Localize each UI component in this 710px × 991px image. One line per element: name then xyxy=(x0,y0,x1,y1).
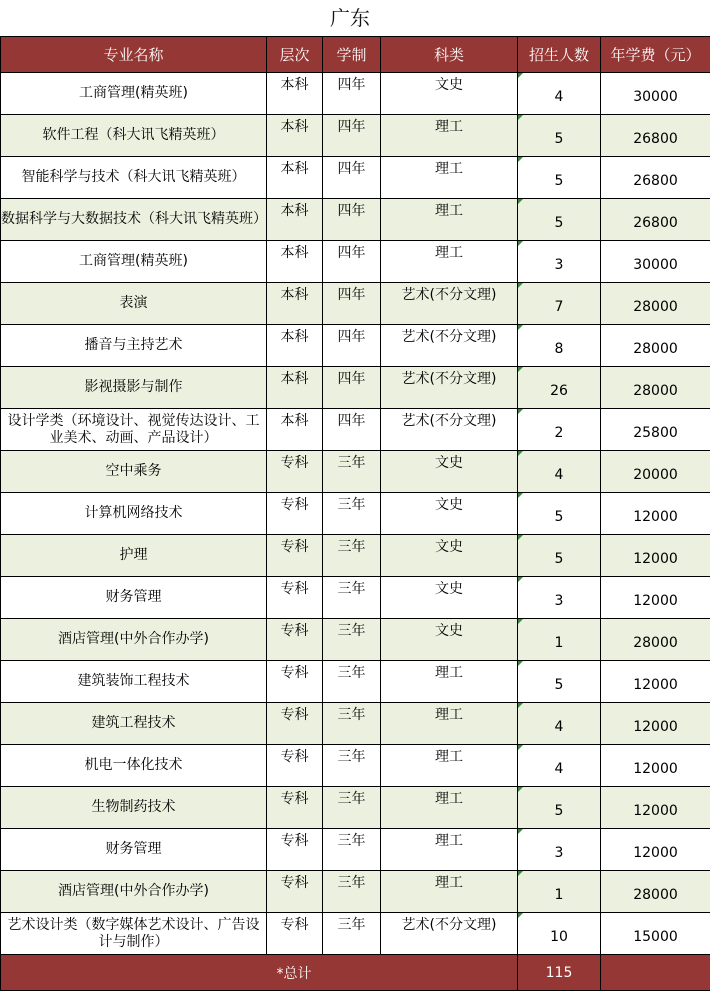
cell-category: 文史 xyxy=(381,577,518,619)
cell-level: 专科 xyxy=(267,619,323,661)
cell-level: 本科 xyxy=(267,199,323,241)
table-row xyxy=(1,535,710,577)
table-row xyxy=(1,787,710,829)
cell-years: 三年 xyxy=(323,745,381,787)
cell-category: 理工 xyxy=(381,157,518,199)
cell-major: 酒店管理(中外合作办学) xyxy=(1,871,267,913)
table-row xyxy=(1,115,710,157)
cell-quota: 4 xyxy=(518,745,601,787)
cell-years: 三年 xyxy=(323,451,381,493)
table-row xyxy=(1,493,710,535)
cell-quota: 26 xyxy=(518,367,601,409)
cell-major: 机电一体化技术 xyxy=(1,745,267,787)
table-row xyxy=(1,73,710,115)
cell-quota: 2 xyxy=(518,409,601,451)
cell-fee: 26800 xyxy=(601,199,710,241)
cell-quota: 4 xyxy=(518,73,601,115)
cell-years: 四年 xyxy=(323,241,381,283)
cell-fee: 25800 xyxy=(601,409,710,451)
cell-major: 计算机网络技术 xyxy=(1,493,267,535)
cell-quota: 5 xyxy=(518,115,601,157)
cell-quota: 5 xyxy=(518,787,601,829)
table-row xyxy=(1,661,710,703)
table-row xyxy=(1,451,710,493)
cell-fee: 12000 xyxy=(601,577,710,619)
table-row xyxy=(1,745,710,787)
cell-level: 本科 xyxy=(267,157,323,199)
cell-years: 三年 xyxy=(323,829,381,871)
cell-years: 三年 xyxy=(323,703,381,745)
cell-fee: 28000 xyxy=(601,619,710,661)
cell-years: 三年 xyxy=(323,913,381,955)
cell-level: 本科 xyxy=(267,241,323,283)
table-row xyxy=(1,157,710,199)
cell-years: 三年 xyxy=(323,535,381,577)
cell-category: 理工 xyxy=(381,241,518,283)
cell-level: 本科 xyxy=(267,325,323,367)
cell-category: 理工 xyxy=(381,199,518,241)
cell-years: 四年 xyxy=(323,115,381,157)
cell-fee: 30000 xyxy=(601,73,710,115)
cell-category: 理工 xyxy=(381,871,518,913)
cell-category: 理工 xyxy=(381,661,518,703)
cell-major: 设计学类（环境设计、视觉传达设计、工业美术、动画、产品设计） xyxy=(1,409,267,451)
cell-years: 三年 xyxy=(323,787,381,829)
cell-years: 三年 xyxy=(323,619,381,661)
cell-fee: 28000 xyxy=(601,283,710,325)
cell-category: 艺术(不分文理) xyxy=(381,409,518,451)
cell-fee: 28000 xyxy=(601,871,710,913)
table-row xyxy=(1,325,710,367)
table-row xyxy=(1,199,710,241)
cell-level: 专科 xyxy=(267,829,323,871)
cell-category: 艺术(不分文理) xyxy=(381,283,518,325)
cell-quota: 8 xyxy=(518,325,601,367)
cell-quota: 4 xyxy=(518,451,601,493)
header-category: 科类 xyxy=(381,37,518,73)
cell-years: 三年 xyxy=(323,577,381,619)
cell-years: 四年 xyxy=(323,325,381,367)
cell-years: 四年 xyxy=(323,367,381,409)
table-row xyxy=(1,913,710,955)
cell-quota: 3 xyxy=(518,577,601,619)
cell-category: 艺术(不分文理) xyxy=(381,913,518,955)
cell-category: 艺术(不分文理) xyxy=(381,367,518,409)
table-row xyxy=(1,871,710,913)
cell-level: 本科 xyxy=(267,283,323,325)
cell-level: 专科 xyxy=(267,577,323,619)
cell-major: 播音与主持艺术 xyxy=(1,325,267,367)
cell-fee: 12000 xyxy=(601,745,710,787)
cell-fee: 12000 xyxy=(601,829,710,871)
table-row xyxy=(1,703,710,745)
cell-quota: 7 xyxy=(518,283,601,325)
cell-quota: 10 xyxy=(518,913,601,955)
table-row xyxy=(1,283,710,325)
cell-major: 建筑工程技术 xyxy=(1,703,267,745)
cell-years: 四年 xyxy=(323,157,381,199)
cell-major: 影视摄影与制作 xyxy=(1,367,267,409)
cell-years: 四年 xyxy=(323,409,381,451)
cell-level: 专科 xyxy=(267,535,323,577)
cell-quota: 5 xyxy=(518,535,601,577)
cell-level: 专科 xyxy=(267,745,323,787)
cell-years: 三年 xyxy=(323,871,381,913)
cell-quota: 4 xyxy=(518,703,601,745)
table-row xyxy=(1,829,710,871)
cell-level: 本科 xyxy=(267,73,323,115)
cell-years: 四年 xyxy=(323,73,381,115)
cell-fee: 26800 xyxy=(601,157,710,199)
cell-major: 财务管理 xyxy=(1,577,267,619)
table-row xyxy=(1,577,710,619)
header-level: 层次 xyxy=(267,37,323,73)
header-years: 学制 xyxy=(323,37,381,73)
total-quota: 115 xyxy=(518,955,601,991)
table-row xyxy=(1,367,710,409)
cell-major: 生物制药技术 xyxy=(1,787,267,829)
cell-level: 专科 xyxy=(267,871,323,913)
cell-category: 理工 xyxy=(381,787,518,829)
header-row xyxy=(1,37,710,73)
cell-quota: 5 xyxy=(518,661,601,703)
cell-years: 三年 xyxy=(323,661,381,703)
cell-level: 专科 xyxy=(267,913,323,955)
cell-quota: 3 xyxy=(518,829,601,871)
table-row xyxy=(1,619,710,661)
cell-level: 本科 xyxy=(267,409,323,451)
header-fee: 年学费（元） xyxy=(601,37,710,73)
table-row xyxy=(1,409,710,451)
cell-fee: 12000 xyxy=(601,661,710,703)
cell-category: 文史 xyxy=(381,73,518,115)
cell-major: 工商管理(精英班) xyxy=(1,241,267,283)
cell-category: 文史 xyxy=(381,535,518,577)
cell-years: 四年 xyxy=(323,199,381,241)
cell-major: 财务管理 xyxy=(1,829,267,871)
cell-quota: 1 xyxy=(518,619,601,661)
cell-category: 艺术(不分文理) xyxy=(381,325,518,367)
cell-fee: 28000 xyxy=(601,325,710,367)
cell-major: 工商管理(精英班) xyxy=(1,73,267,115)
cell-fee: 20000 xyxy=(601,451,710,493)
cell-fee: 12000 xyxy=(601,493,710,535)
total-label: *总计 xyxy=(1,955,518,991)
cell-quota: 3 xyxy=(518,241,601,283)
cell-quota: 5 xyxy=(518,199,601,241)
cell-level: 专科 xyxy=(267,703,323,745)
cell-level: 专科 xyxy=(267,493,323,535)
header-major: 专业名称 xyxy=(1,37,267,73)
cell-major: 软件工程（科大讯飞精英班） xyxy=(1,115,267,157)
cell-level: 本科 xyxy=(267,115,323,157)
cell-category: 理工 xyxy=(381,115,518,157)
cell-major: 酒店管理(中外合作办学) xyxy=(1,619,267,661)
total-row xyxy=(1,955,710,991)
cell-fee: 12000 xyxy=(601,703,710,745)
cell-major: 建筑装饰工程技术 xyxy=(1,661,267,703)
cell-category: 理工 xyxy=(381,703,518,745)
cell-quota: 1 xyxy=(518,871,601,913)
cell-quota: 5 xyxy=(518,157,601,199)
cell-category: 文史 xyxy=(381,619,518,661)
cell-category: 文史 xyxy=(381,451,518,493)
cell-major: 智能科学与技术（科大讯飞精英班） xyxy=(1,157,267,199)
cell-level: 本科 xyxy=(267,367,323,409)
cell-major: 表演 xyxy=(1,283,267,325)
cell-major: 护理 xyxy=(1,535,267,577)
cell-major: 艺术设计类（数字媒体艺术设计、广告设计与制作） xyxy=(1,913,267,955)
cell-fee: 28000 xyxy=(601,367,710,409)
cell-fee: 15000 xyxy=(601,913,710,955)
cell-level: 专科 xyxy=(267,787,323,829)
total-fee-empty xyxy=(601,955,710,991)
cell-category: 理工 xyxy=(381,745,518,787)
cell-level: 专科 xyxy=(267,661,323,703)
table-row xyxy=(1,241,710,283)
cell-major: 空中乘务 xyxy=(1,451,267,493)
admission-table xyxy=(0,36,710,991)
cell-quota: 5 xyxy=(518,493,601,535)
cell-fee: 26800 xyxy=(601,115,710,157)
cell-years: 三年 xyxy=(323,493,381,535)
cell-fee: 12000 xyxy=(601,535,710,577)
cell-category: 理工 xyxy=(381,829,518,871)
cell-fee: 30000 xyxy=(601,241,710,283)
cell-level: 专科 xyxy=(267,451,323,493)
cell-years: 四年 xyxy=(323,283,381,325)
cell-fee: 12000 xyxy=(601,787,710,829)
header-quota: 招生人数 xyxy=(518,37,601,73)
cell-major: 数据科学与大数据技术（科大讯飞精英班） xyxy=(1,199,267,241)
cell-category: 文史 xyxy=(381,493,518,535)
province-title: 广东 xyxy=(0,0,710,36)
